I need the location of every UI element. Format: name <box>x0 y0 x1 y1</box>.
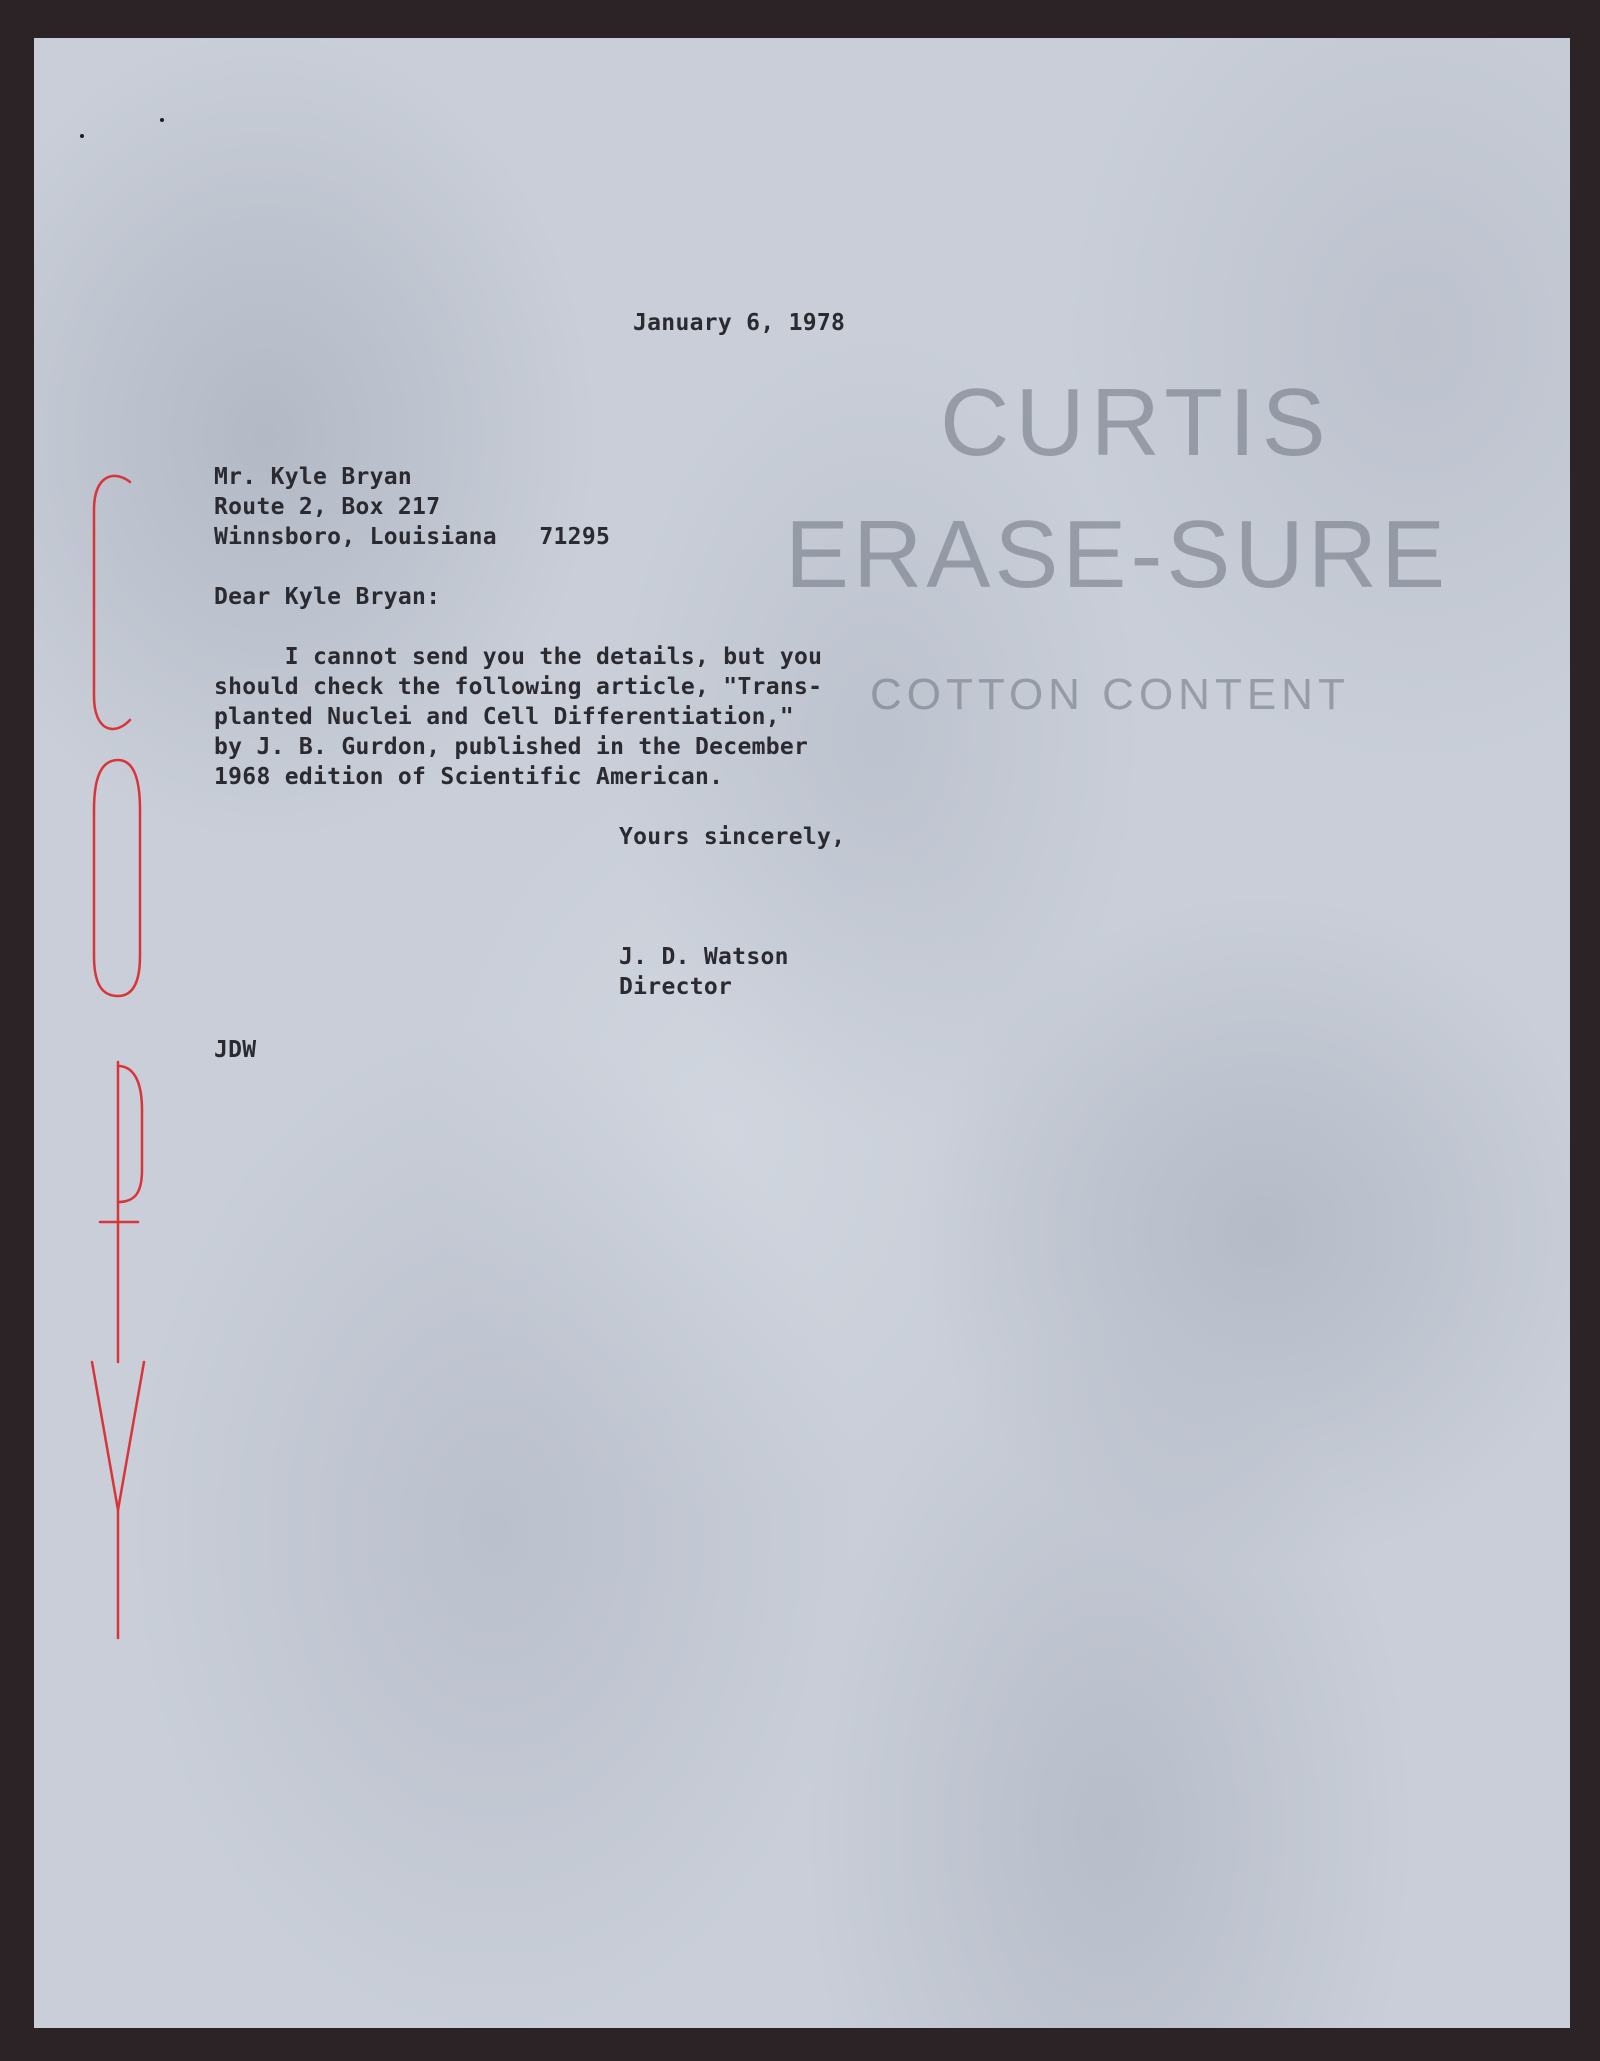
salutation: Dear Kyle Bryan: <box>214 584 441 610</box>
body-line: by J. B. Gurdon, published in the December <box>214 734 809 760</box>
margin-speck <box>160 118 164 122</box>
body-line: I cannot send you the details, but you <box>214 644 823 670</box>
body-line: 1968 edition of Scientific American. <box>214 764 724 790</box>
recipient-name: Mr. Kyle Bryan <box>214 464 413 490</box>
closing: Yours sincerely, <box>619 824 846 850</box>
signer-name: J. D. Watson <box>619 944 789 970</box>
watermark-content: COTTON CONTENT <box>870 670 1350 719</box>
body-line: planted Nuclei and Cell Differentiation," <box>214 704 795 730</box>
typist-initials: JDW <box>214 1037 257 1063</box>
copy-stamp <box>70 470 170 1650</box>
body-line: should check the following article, "Trans- <box>214 674 823 700</box>
watermark-brand: CURTIS <box>940 369 1332 476</box>
letter-date: January 6, 1978 <box>633 310 846 336</box>
recipient-address-line2: Winnsboro, Louisiana 71295 <box>214 524 611 550</box>
signer-title: Director <box>619 974 733 1000</box>
margin-speck <box>80 134 84 138</box>
recipient-address-line1: Route 2, Box 217 <box>214 494 441 520</box>
watermark-product: ERASE-SURE <box>785 501 1450 608</box>
